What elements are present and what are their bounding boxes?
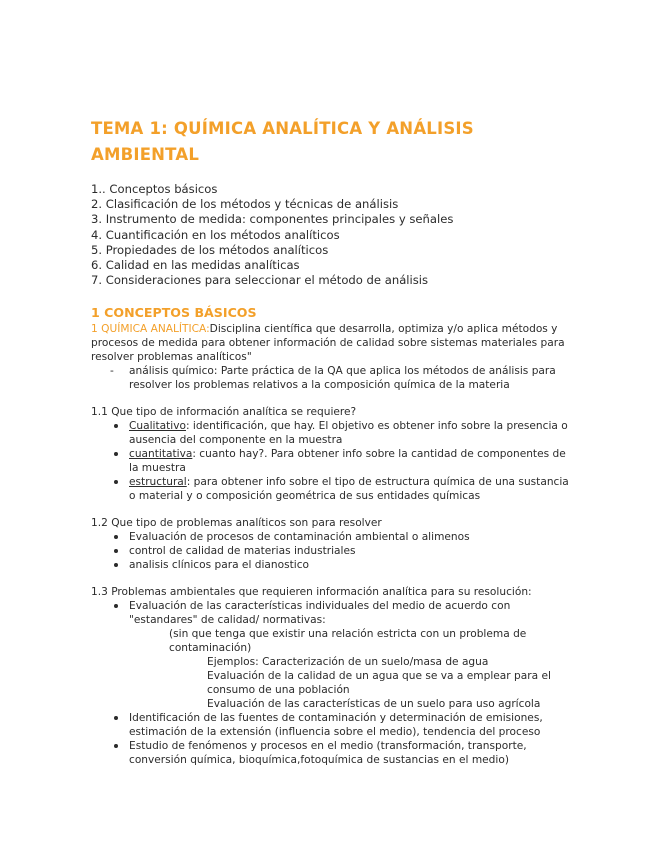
bullet-list <box>91 530 576 572</box>
bullet-list <box>91 711 576 767</box>
indented-note: (sin que tenga que existir una relación estricta con un problema de contaminación) <box>169 628 527 654</box>
subsection-heading: 1.1 Que tipo de información analítica se requiere? <box>91 406 357 418</box>
dash-list-item: - análisis químico: Parte práctica de la QA que aplica los métodos de análisis para resolver los problemas relativos a la composición química de la materia <box>91 364 576 392</box>
definition-text: Disciplina científica que desarrolla, optimiza y/o aplica métodos y procesos de medida para obtener información de calidad sobre sistemas materiales para resolver problemas analíticos" <box>91 323 565 363</box>
list-item-text: : cuanto hay?. Para obtener info sobre la cantidad de componentes de la muestra <box>129 448 566 474</box>
list-item <box>91 447 576 475</box>
list-item: Evaluación de procesos de contaminación ambiental o alimenos <box>91 530 576 544</box>
toc-item: 5. Propiedades de los métodos analíticos <box>91 242 329 257</box>
toc-item: 3. Instrumento de medida: componentes principales y señales <box>91 212 454 227</box>
toc-item: 6. Calidad en las medidas analíticas <box>91 258 300 273</box>
list-item-term: Cualitativo <box>129 420 186 432</box>
list-item-term: estructural <box>129 476 187 488</box>
list-item: analisis clínicos para el dianostico <box>91 558 576 572</box>
page-title: TEMA 1: QUÍMICA ANALÍTICA Y ANÁLISIS AMBIENTAL <box>91 119 474 164</box>
example-line: Evaluación de la calidad de un agua que se va a emplear para el consumo de una población <box>207 670 551 696</box>
list-item <box>91 475 576 503</box>
toc-item: 2. Clasificación de los métodos y técnicas de análisis <box>91 197 399 212</box>
toc-item: 7. Consideraciones para seleccionar el método de análisis <box>91 273 429 288</box>
definition-paragraph <box>91 322 576 364</box>
list-item: Identificación de las fuentes de contaminación y determinación de emisiones, estimación de la extensión (influencia sobre el medio), tendencia del proceso <box>91 711 576 739</box>
definition-term: 1 QUÍMICA ANALÍTICA: <box>91 323 210 335</box>
section-heading: 1 CONCEPTOS BÁSICOS <box>91 305 257 320</box>
list-item-text: : identificación, que hay. El objetivo es obtener info sobre la presencia o ausencia del componente en la muestra <box>129 420 568 446</box>
subsection-heading: 1.3 Problemas ambientales que requieren información analítica para su resolución: <box>91 586 532 598</box>
toc-item: 4. Cuantificación en los métodos analíticos <box>91 227 340 242</box>
bullet-list <box>91 419 576 503</box>
example-line: Evaluación de las características de un suelo para uso agrícola <box>207 698 541 710</box>
toc-item: 1.. Conceptos básicos <box>91 182 218 196</box>
list-item <box>91 419 576 447</box>
table-of-contents <box>91 182 453 288</box>
bullet-list <box>91 599 576 627</box>
list-item: Evaluación de las características individuales del medio de acuerdo con "estandares" de calidad/ normativas: <box>91 599 576 627</box>
subsection-heading: 1.2 Que tipo de problemas analíticos son para resolver <box>91 517 382 529</box>
list-item-text: : para obtener info sobre el tipo de estructura química de una sustancia o material y o composición geométrica de sus entidades químicas <box>129 476 569 502</box>
document-body <box>91 322 576 767</box>
list-item: Estudio de fenómenos y procesos en el medio (transformación, transporte, conversión química, bioquímica,fotoquímica de sustancias en el medio) <box>91 739 576 767</box>
example-line: Ejemplos: Caracterización de un suelo/masa de agua <box>207 656 489 668</box>
list-item-term: cuantitativa <box>129 448 193 460</box>
list-item: control de calidad de materias industriales <box>91 544 576 558</box>
